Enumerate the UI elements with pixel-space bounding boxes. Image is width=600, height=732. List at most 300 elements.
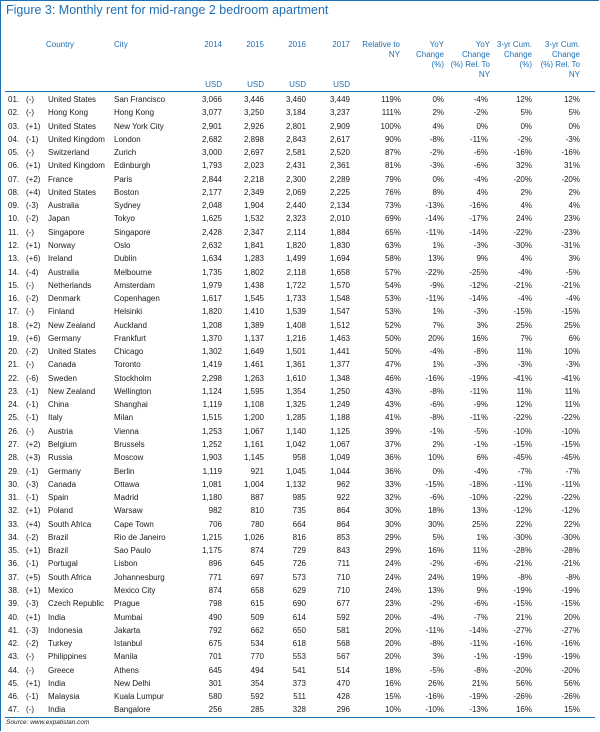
cell-city: Mumbai	[114, 612, 143, 622]
cell-rent-2016: 2,440	[285, 201, 306, 211]
cell-yoy-change: -6%	[429, 400, 444, 410]
table-row	[0, 518, 600, 531]
cell-3yr-cum-change: -8%	[517, 572, 532, 582]
cell-city: Rio de Janeiro	[114, 532, 166, 542]
header-2016: 2016	[288, 40, 306, 49]
cell-3yr-cum-change: 56%	[515, 678, 532, 688]
cell-rent-2015: 3,446	[243, 95, 264, 104]
cell-rent-2015: 1,904	[243, 201, 264, 211]
cell-rent-2016: 2,431	[285, 161, 306, 171]
cell-rent-2014: 792	[208, 625, 222, 635]
cell-country: Australia	[48, 267, 80, 277]
cell-country: United Kingdom	[48, 134, 105, 144]
table-row	[0, 611, 600, 624]
cell-yoy-change-rel-ny: -11%	[469, 639, 488, 649]
cell-rent-2015: 697	[250, 572, 264, 582]
cell-rent-2017: 1,463	[329, 333, 350, 343]
cell-yoy-change: 4%	[432, 121, 444, 131]
cell-yoy-change-rel-ny: -8%	[473, 665, 488, 675]
table-row	[0, 677, 600, 690]
cell-relative-to-ny: 79%	[384, 174, 401, 184]
cell-rank: 27.	[8, 440, 20, 450]
cell-rank-change: (-6)	[26, 373, 39, 383]
cell-yoy-change: 30%	[427, 519, 444, 529]
cell-rent-2017: 1,570	[329, 280, 350, 290]
cell-rent-2014: 1,215	[201, 532, 222, 542]
cell-3yr-cum-change-rel-ny: 22%	[563, 519, 580, 529]
cell-relative-to-ny: 24%	[384, 572, 401, 582]
cell-relative-to-ny: 43%	[384, 386, 401, 396]
cell-rent-2016: 1,820	[285, 240, 306, 250]
cell-yoy-change: -4%	[429, 612, 444, 622]
table-row	[0, 266, 600, 279]
cell-rent-2017: 428	[336, 692, 350, 702]
cell-country: Italy	[48, 413, 63, 423]
cell-rent-2015: 1,161	[243, 440, 264, 450]
cell-3yr-cum-change: 25%	[515, 320, 532, 330]
cell-city: Kuala Lumpur	[114, 692, 164, 702]
cell-3yr-cum-change: 12%	[515, 400, 532, 410]
cell-rank-change: (-)	[26, 360, 34, 370]
cell-rent-2014: 1,175	[201, 546, 222, 556]
cell-rent-2017: 514	[336, 665, 350, 675]
cell-3yr-cum-change-rel-ny: 6%	[568, 333, 580, 343]
header-3yr-cum-change-rel-ny	[530, 40, 580, 80]
cell-rent-2016: 735	[292, 506, 306, 516]
cell-yoy-change: -16%	[425, 373, 444, 383]
cell-rent-2017: 1,377	[329, 360, 350, 370]
cell-country: Finland	[48, 307, 75, 317]
cell-rent-2014: 2,177	[201, 187, 222, 197]
header-line: YoY	[429, 40, 444, 49]
cell-yoy-change-rel-ny: -13%	[469, 705, 488, 715]
cell-3yr-cum-change-rel-ny: 2%	[568, 187, 580, 197]
cell-yoy-change-rel-ny: -11%	[469, 413, 488, 423]
cell-rent-2014: 1,617	[201, 294, 222, 304]
cell-yoy-change: -9%	[429, 280, 444, 290]
cell-relative-to-ny: 50%	[384, 347, 401, 357]
cell-rank-change: (+1)	[26, 678, 41, 688]
cell-relative-to-ny: 111%	[381, 108, 401, 118]
cell-rank: 16.	[8, 294, 20, 304]
cell-country: Indonesia	[48, 625, 83, 635]
cell-yoy-change: 0%	[432, 174, 444, 184]
cell-yoy-change: -1%	[429, 426, 444, 436]
cell-3yr-cum-change-rel-ny: 31%	[563, 161, 580, 171]
cell-rent-2017: 710	[336, 572, 350, 582]
cell-country: Poland	[48, 506, 73, 516]
cell-rent-2016: 650	[292, 625, 306, 635]
cell-city: Auckland	[114, 320, 147, 330]
cell-relative-to-ny: 76%	[384, 187, 401, 197]
cell-rent-2015: 1,545	[243, 294, 264, 304]
unit-label: USD	[289, 80, 306, 89]
cell-yoy-change-rel-ny: 6%	[476, 453, 488, 463]
cell-rank-change: (-2)	[26, 532, 39, 542]
cell-city: Jakarta	[114, 625, 141, 635]
cell-rank: 07.	[8, 174, 20, 184]
cell-relative-to-ny: 39%	[384, 426, 401, 436]
cell-rank-change: (+4)	[26, 187, 41, 197]
cell-rent-2015: 658	[250, 585, 264, 595]
table-row	[0, 571, 600, 584]
cell-rank: 03.	[8, 121, 20, 131]
header-line: (%)	[431, 60, 444, 69]
cell-rank-change: (+4)	[26, 519, 41, 529]
cell-rent-2014: 982	[208, 506, 222, 516]
cell-rent-2015: 921	[250, 466, 264, 476]
cell-city: New Delhi	[114, 678, 151, 688]
header-line: NY	[388, 50, 400, 59]
table-row	[0, 465, 600, 478]
cell-3yr-cum-change: 11%	[516, 386, 532, 396]
cell-rank: 46.	[8, 692, 20, 702]
cell-yoy-change-rel-ny: 0%	[476, 121, 488, 131]
header-3yr-cum-change	[488, 40, 532, 70]
cell-city: Copenhagen	[114, 294, 160, 304]
source-note: Source: www.expatistan.com	[6, 719, 90, 726]
header-2014: 2014	[204, 40, 222, 49]
cell-3yr-cum-change-rel-ny: -11%	[561, 479, 580, 489]
cell-yoy-change-rel-ny: -4%	[473, 466, 488, 476]
cell-3yr-cum-change-rel-ny: -15%	[561, 440, 580, 450]
cell-rent-2017: 2,909	[329, 121, 350, 131]
cell-rent-2014: 1,820	[201, 307, 222, 317]
table-row	[0, 226, 600, 239]
cell-yoy-change: 0%	[432, 95, 444, 104]
table-row	[0, 358, 600, 371]
table-row	[0, 650, 600, 663]
cell-3yr-cum-change-rel-ny: -5%	[565, 267, 580, 277]
cell-country: United States	[48, 121, 97, 131]
cell-rent-2017: 1,067	[329, 440, 350, 450]
cell-rank: 34.	[8, 532, 20, 542]
cell-rent-2015: 1,438	[243, 280, 264, 290]
cell-yoy-change-rel-ny: -4%	[473, 95, 488, 104]
cell-yoy-change-rel-ny: -17%	[469, 214, 488, 224]
cell-rank-change: (+6)	[26, 333, 41, 343]
cell-3yr-cum-change-rel-ny: -15%	[561, 599, 580, 609]
cell-rent-2015: 592	[250, 692, 264, 702]
cell-rent-2014: 874	[208, 585, 222, 595]
cell-rank: 28.	[8, 453, 20, 463]
cell-yoy-change: 2%	[432, 440, 444, 450]
cell-city: Lisbon	[114, 559, 138, 569]
cell-3yr-cum-change: 2%	[520, 187, 532, 197]
cell-3yr-cum-change: 16%	[515, 705, 532, 715]
cell-country: Spain	[48, 493, 69, 503]
header-line: Change	[551, 50, 580, 59]
cell-yoy-change: -22%	[425, 267, 444, 277]
table-row	[0, 239, 600, 252]
cell-rank: 15.	[8, 280, 20, 290]
cell-rent-2016: 2,069	[285, 187, 306, 197]
cell-city: Brussels	[114, 440, 145, 450]
cell-rent-2016: 1,045	[285, 466, 306, 476]
cell-rank: 40.	[8, 612, 20, 622]
table-row	[0, 173, 600, 186]
cell-rank: 06.	[8, 161, 20, 171]
cell-3yr-cum-change: -4%	[517, 267, 532, 277]
cell-rank: 45.	[8, 678, 20, 688]
header-line: YoY	[475, 40, 490, 49]
cell-3yr-cum-change: -19%	[513, 652, 532, 662]
cell-3yr-cum-change-rel-ny: -30%	[561, 532, 580, 542]
cell-rent-2016: 573	[292, 572, 306, 582]
cell-yoy-change: -11%	[425, 227, 444, 237]
cell-rank: 41.	[8, 625, 20, 635]
cell-yoy-change-rel-ny: -2%	[473, 108, 488, 118]
cell-country: New Zealand	[48, 320, 96, 330]
cell-rent-2015: 2,218	[243, 174, 264, 184]
cell-3yr-cum-change-rel-ny: 20%	[563, 612, 580, 622]
cell-rent-2016: 1,285	[285, 413, 306, 423]
cell-rent-2017: 1,249	[329, 400, 350, 410]
cell-rank-change: (-2)	[26, 639, 39, 649]
cell-yoy-change: 7%	[432, 320, 444, 330]
cell-3yr-cum-change: 32%	[515, 161, 532, 171]
header-line: 3-yr Cum.	[496, 40, 532, 49]
cell-3yr-cum-change-rel-ny: -28%	[561, 546, 580, 556]
cell-relative-to-ny: 32%	[384, 493, 401, 503]
cell-rank: 22.	[8, 373, 20, 383]
table-row	[0, 305, 600, 318]
cell-yoy-change: 13%	[427, 585, 444, 595]
cell-country: Germany	[48, 466, 81, 476]
cell-rank-change: (+2)	[26, 440, 41, 450]
cell-rent-2016: 618	[292, 639, 306, 649]
cell-city: Milan	[114, 413, 134, 423]
cell-rent-2015: 1,108	[243, 400, 264, 410]
cell-3yr-cum-change-rel-ny: 11%	[564, 386, 580, 396]
cell-yoy-change: 16%	[427, 546, 444, 556]
cell-3yr-cum-change: -27%	[513, 625, 532, 635]
cell-yoy-change: 3%	[432, 652, 444, 662]
cell-rank-change: (-3)	[26, 479, 39, 489]
cell-relative-to-ny: 58%	[384, 254, 401, 264]
cell-rank-change: (-3)	[26, 599, 39, 609]
cell-rent-2014: 2,682	[201, 134, 222, 144]
cell-rank: 10.	[8, 214, 20, 224]
cell-rent-2015: 780	[250, 519, 264, 529]
cell-3yr-cum-change-rel-ny: -22%	[561, 413, 580, 423]
cell-rent-2017: 1,884	[329, 227, 350, 237]
cell-country: Greece	[48, 665, 75, 675]
cell-rank: 01.	[8, 95, 20, 104]
cell-rent-2015: 2,697	[243, 148, 264, 158]
cell-rent-2017: 296	[336, 705, 350, 715]
cell-relative-to-ny: 46%	[384, 373, 401, 383]
cell-relative-to-ny: 100%	[380, 121, 401, 131]
cell-yoy-change-rel-ny: -19%	[469, 692, 488, 702]
cell-rent-2017: 962	[336, 479, 350, 489]
cell-relative-to-ny: 87%	[384, 148, 401, 158]
cell-country: Singapore	[48, 227, 85, 237]
table-row	[0, 425, 600, 438]
cell-yoy-change: 1%	[432, 307, 444, 317]
cell-yoy-change-rel-ny: 11%	[472, 546, 488, 556]
table-row	[0, 345, 600, 358]
cell-country: Switzerland	[48, 148, 90, 158]
cell-rank: 38.	[8, 585, 20, 595]
header-yoy-change	[402, 40, 444, 70]
cell-rank: 32.	[8, 506, 20, 516]
cell-yoy-change: 2%	[432, 108, 444, 118]
cell-rent-2014: 1,515	[201, 413, 222, 423]
cell-rent-2014: 2,298	[201, 373, 222, 383]
cell-city: Sao Paulo	[114, 546, 151, 556]
cell-yoy-change-rel-ny: -14%	[469, 625, 488, 635]
cell-city: Edinburgh	[114, 161, 151, 171]
cell-3yr-cum-change-rel-ny: 56%	[563, 678, 580, 688]
cell-rank: 11.	[8, 227, 19, 237]
cell-rent-2016: 629	[292, 585, 306, 595]
cell-rent-2016: 3,184	[285, 108, 306, 118]
cell-yoy-change-rel-ny: -12%	[469, 280, 488, 290]
cell-rank-change: (-1)	[26, 413, 39, 423]
header-line: (%) Rel. To	[540, 60, 580, 69]
header-line: Change	[415, 50, 444, 59]
cell-rank-change: (-1)	[26, 559, 39, 569]
cell-relative-to-ny: 18%	[384, 665, 401, 675]
cell-rent-2014: 1,793	[201, 161, 222, 171]
cell-rent-2017: 1,044	[329, 466, 350, 476]
cell-rent-2017: 843	[336, 546, 350, 556]
cell-rank: 31.	[8, 493, 20, 503]
table-row	[0, 557, 600, 570]
cell-country: Hong Kong	[48, 108, 89, 118]
cell-rank: 42.	[8, 639, 20, 649]
cell-rank: 47.	[8, 705, 20, 715]
cell-yoy-change-rel-ny: 16%	[471, 333, 488, 343]
cell-rent-2014: 1,208	[201, 320, 222, 330]
cell-rent-2017: 1,512	[329, 320, 350, 330]
table-row	[0, 106, 600, 119]
cell-rent-2015: 534	[250, 639, 264, 649]
cell-rank-change: (+3)	[26, 453, 41, 463]
cell-3yr-cum-change: -12%	[513, 506, 532, 516]
cell-rent-2014: 1,081	[201, 479, 222, 489]
cell-3yr-cum-change: -21%	[513, 280, 532, 290]
cell-3yr-cum-change-rel-ny: -20%	[561, 665, 580, 675]
cell-city: Amsterdam	[114, 280, 155, 290]
cell-yoy-change-rel-ny: 9%	[476, 254, 488, 264]
cell-3yr-cum-change-rel-ny: 25%	[563, 320, 580, 330]
cell-relative-to-ny: 15%	[384, 692, 401, 702]
cell-3yr-cum-change: -4%	[517, 294, 532, 304]
cell-rent-2015: 615	[250, 599, 264, 609]
cell-rank: 30.	[8, 479, 20, 489]
table-row	[0, 146, 600, 159]
cell-rent-2015: 509	[250, 612, 264, 622]
cell-3yr-cum-change-rel-ny: 12%	[563, 95, 580, 104]
cell-rent-2017: 1,830	[329, 240, 350, 250]
cell-rent-2016: 1,216	[285, 333, 306, 343]
cell-relative-to-ny: 69%	[384, 214, 401, 224]
cell-3yr-cum-change: -16%	[513, 639, 532, 649]
cell-rent-2017: 1,548	[329, 294, 350, 304]
cell-rent-2015: 1,200	[243, 413, 264, 423]
cell-relative-to-ny: 23%	[384, 599, 401, 609]
cell-rent-2014: 2,632	[201, 240, 222, 250]
cell-3yr-cum-change-rel-ny: 5%	[568, 108, 580, 118]
cell-3yr-cum-change-rel-ny: -19%	[561, 585, 580, 595]
cell-rent-2014: 2,901	[201, 121, 222, 131]
cell-rent-2017: 2,361	[329, 161, 350, 171]
cell-3yr-cum-change-rel-ny: 3%	[568, 254, 580, 264]
cell-rent-2016: 2,118	[286, 267, 306, 277]
header-line: (%) Rel. To	[450, 60, 490, 69]
cell-3yr-cum-change-rel-ny: -16%	[561, 148, 580, 158]
cell-city: Prague	[114, 599, 140, 609]
cell-yoy-change-rel-ny: -19%	[469, 373, 488, 383]
cell-yoy-change-rel-ny: -3%	[473, 307, 488, 317]
cell-3yr-cum-change: -11%	[513, 479, 532, 489]
cell-rank-change: (-)	[26, 705, 34, 715]
cell-rent-2017: 677	[336, 599, 350, 609]
cell-rent-2015: 1,532	[243, 214, 264, 224]
cell-country: Philippines	[48, 652, 87, 662]
cell-rent-2015: 354	[250, 678, 264, 688]
cell-rank-change: (-)	[26, 108, 34, 118]
cell-city: Oslo	[114, 240, 131, 250]
cell-rank-change: (-1)	[26, 134, 39, 144]
cell-3yr-cum-change: 12%	[515, 95, 532, 104]
cell-3yr-cum-change: -22%	[513, 227, 532, 237]
cell-yoy-change-rel-ny: 9%	[476, 585, 488, 595]
cell-city: Shanghai	[114, 400, 148, 410]
cell-rank-change: (+1)	[26, 161, 41, 171]
table-row	[0, 584, 600, 597]
cell-rent-2017: 567	[336, 652, 350, 662]
cell-city: Tokyo	[114, 214, 135, 224]
cell-rent-2017: 1,348	[329, 373, 350, 383]
cell-relative-to-ny: 30%	[384, 519, 401, 529]
header-country: Country	[46, 40, 75, 49]
cell-3yr-cum-change: 11%	[516, 347, 532, 357]
cell-relative-to-ny: 29%	[384, 532, 401, 542]
cell-rent-2014: 1,180	[201, 493, 222, 503]
cell-city: Zurich	[114, 148, 137, 158]
cell-country: United States	[48, 95, 97, 104]
cell-rank: 24.	[8, 400, 20, 410]
table-row	[0, 597, 600, 610]
table-row	[0, 372, 600, 385]
table-row	[0, 637, 600, 650]
header-line: (%)	[519, 60, 532, 69]
cell-yoy-change: 0%	[432, 466, 444, 476]
cell-3yr-cum-change-rel-ny: -21%	[561, 559, 580, 569]
cell-city: London	[114, 134, 141, 144]
cell-3yr-cum-change-rel-ny: -45%	[561, 453, 580, 463]
cell-rent-2017: 1,658	[329, 267, 350, 277]
cell-country: South Africa	[48, 519, 92, 529]
cell-relative-to-ny: 81%	[384, 161, 401, 171]
cell-rank: 26.	[8, 426, 20, 436]
cell-rank-change: (+2)	[26, 174, 41, 184]
cell-rent-2014: 3,066	[201, 95, 222, 104]
cell-rank-change: (-4)	[26, 267, 39, 277]
cell-relative-to-ny: 20%	[384, 612, 401, 622]
cell-country: Brazil	[48, 546, 69, 556]
cell-rank-change: (+1)	[26, 506, 41, 516]
cell-relative-to-ny: 50%	[384, 333, 401, 343]
cell-country: Mexico	[48, 585, 74, 595]
cell-city: Helsinki	[114, 307, 143, 317]
cell-city: Mexico City	[114, 585, 156, 595]
cell-relative-to-ny: 73%	[384, 201, 401, 211]
cell-rent-2015: 1,595	[243, 386, 264, 396]
